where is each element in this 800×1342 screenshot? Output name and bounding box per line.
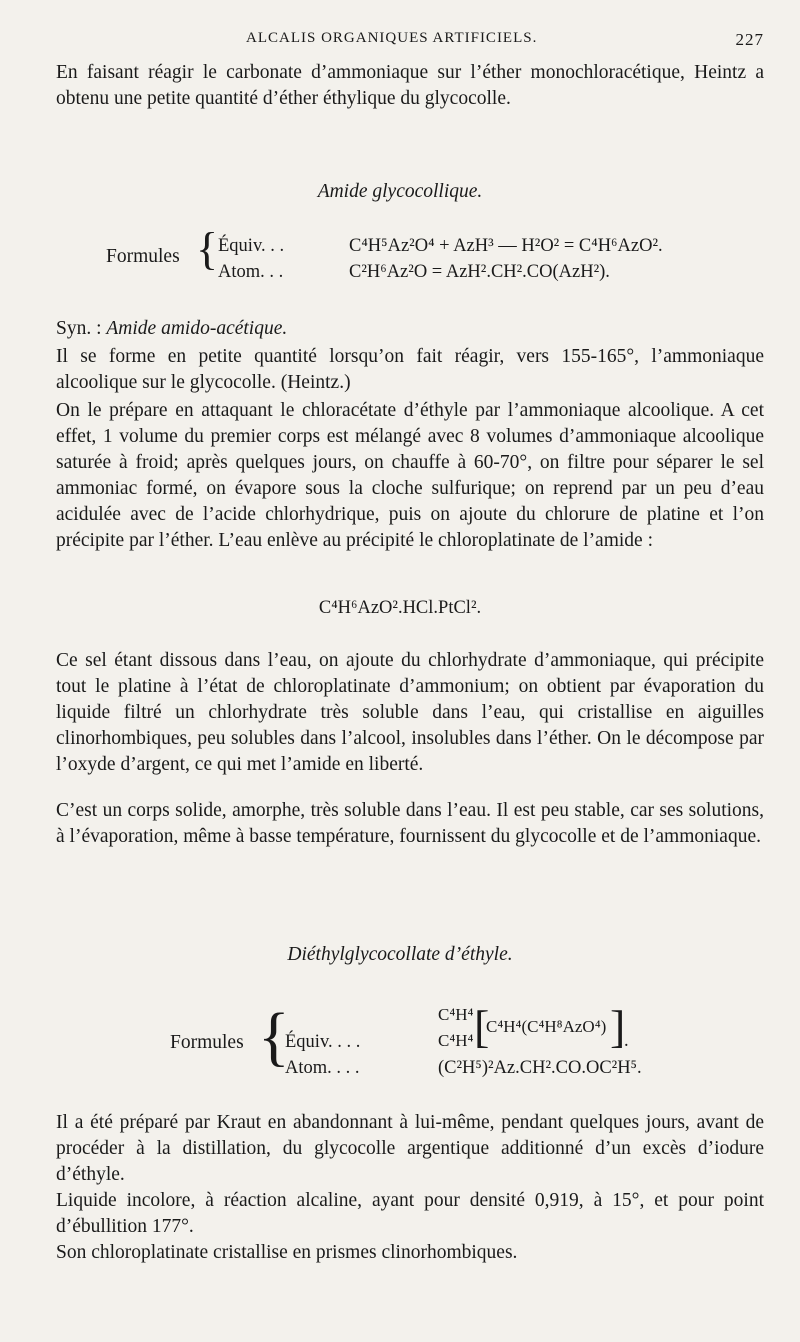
equiv-top-group: C⁴H⁴	[438, 1005, 474, 1024]
atom-formula-2: (C²H⁵)²Az.CH².CO.OC²H⁵.	[438, 1058, 642, 1078]
synonym-value: Amide amido-acétique.	[106, 318, 288, 339]
bracket-left-icon: [	[474, 1001, 490, 1052]
paragraph-kraut: Il a été préparé par Kraut en abandonnant à lui-même, pendant quelques jours, avant de procéder à la distillation, du glycocolle argentique additionné d’un excès d’iodure d’éthyle.	[56, 1112, 764, 1185]
atom-formula: C²H⁶Az²O = AzH².CH².CO(AzH²).	[349, 262, 610, 282]
section-title-amide: Amide glycocollique.	[317, 181, 483, 202]
paragraph-decomposition: Ce sel étant dissous dans l’eau, on ajoute du chlorhydrate d’ammoniaque, qui précipite tout le platine à l’état de chloroplatinate d’ammonium; on obtient par évaporation du liquide filtré un chlorhydrate très soluble dans l’eau, qui cristallise en aiguilles clinorhombiques, peu solubles dans l’alcool, insolubles dans l’éther. On le décompose par l’oxyde d’argent, ce qui met l’amide en liberté.	[56, 650, 764, 775]
paragraph-chloroplatinate: Son chloroplatinate cristallise en prismes clinorhombiques.	[56, 1242, 518, 1263]
equiv-label-2: Équiv. . . .	[285, 1032, 361, 1052]
section-title-diethyl: Diéthylglycocollate d’éthyle.	[287, 944, 513, 965]
equiv-mid-group: C⁴H⁴	[438, 1031, 474, 1050]
paragraph-preparation: On le prépare en attaquant le chloracétate d’éthyle par l’ammoniaque alcoolique. A cet effet, 1 volume du premier corps est mélangé avec 8 volumes d’ammoniaque alcoolique saturée à froid; après quelques jours, on chauffe à 60-70°, on filtre pour séparer le sel ammoniac formé, on évapore sous la cloche sulfurique; on reprend par un peu d’eau acidulée avec de l’acide chlorhydrique, puis on ajoute du chlorure de platine et l’on précipite par l’éther. L’eau enlève au précipité le chloroplatinate de l’amide :	[56, 400, 764, 551]
equiv-bracket-content: C⁴H⁴(C⁴H⁸AzO⁴)	[486, 1017, 607, 1036]
page-header	[56, 30, 764, 54]
bracket-right-icon: ]	[610, 1001, 626, 1052]
atom-label: Atom. . .	[218, 262, 284, 282]
paragraph-formation: Il se forme en petite quantité lorsqu’on fait réagir, vers 155-165°, l’ammoniaque alcoolique sur le glycocolle. (Heintz.)	[56, 346, 764, 393]
page-number: 227	[735, 30, 764, 49]
formulas-label-2: Formules	[170, 1032, 244, 1053]
formulas-label: Formules	[106, 246, 180, 267]
equiv-end: .	[624, 1031, 629, 1051]
intro-paragraph: En faisant réagir le carbonate d’ammoniaque sur l’éther monochloracétique, Heintz a obtenu une petite quantité d’éther éthylique du glycocolle.	[56, 62, 764, 109]
salt-formula: C⁴H⁶AzO².HCl.PtCl².	[318, 598, 482, 618]
atom-label-2: Atom. . . .	[285, 1058, 360, 1078]
paragraph-properties: C’est un corps solide, amorphe, très soluble dans l’eau. Il est peu stable, car ses solutions, à l’évaporation, même à basse température, fournissent du glycocolle et de l’ammoniaque.	[56, 800, 764, 847]
synonym-label: Syn. :	[56, 318, 102, 339]
equiv-formula: C⁴H⁵Az²O⁴ + AzH³ — H²O² = C⁴H⁶AzO².	[349, 236, 663, 256]
synonym-line	[56, 318, 287, 340]
running-title: ALCALIS ORGANIQUES ARTIFICIELS.	[246, 30, 538, 46]
brace-icon-2: {	[258, 1000, 290, 1073]
equiv-label: Équiv. . .	[218, 236, 285, 256]
brace-icon: {	[196, 223, 219, 274]
paragraph-liquid: Liquide incolore, à réaction alcaline, ayant pour densité 0,919, à 15°, et pour point d’ébullition 177°.	[56, 1190, 764, 1237]
